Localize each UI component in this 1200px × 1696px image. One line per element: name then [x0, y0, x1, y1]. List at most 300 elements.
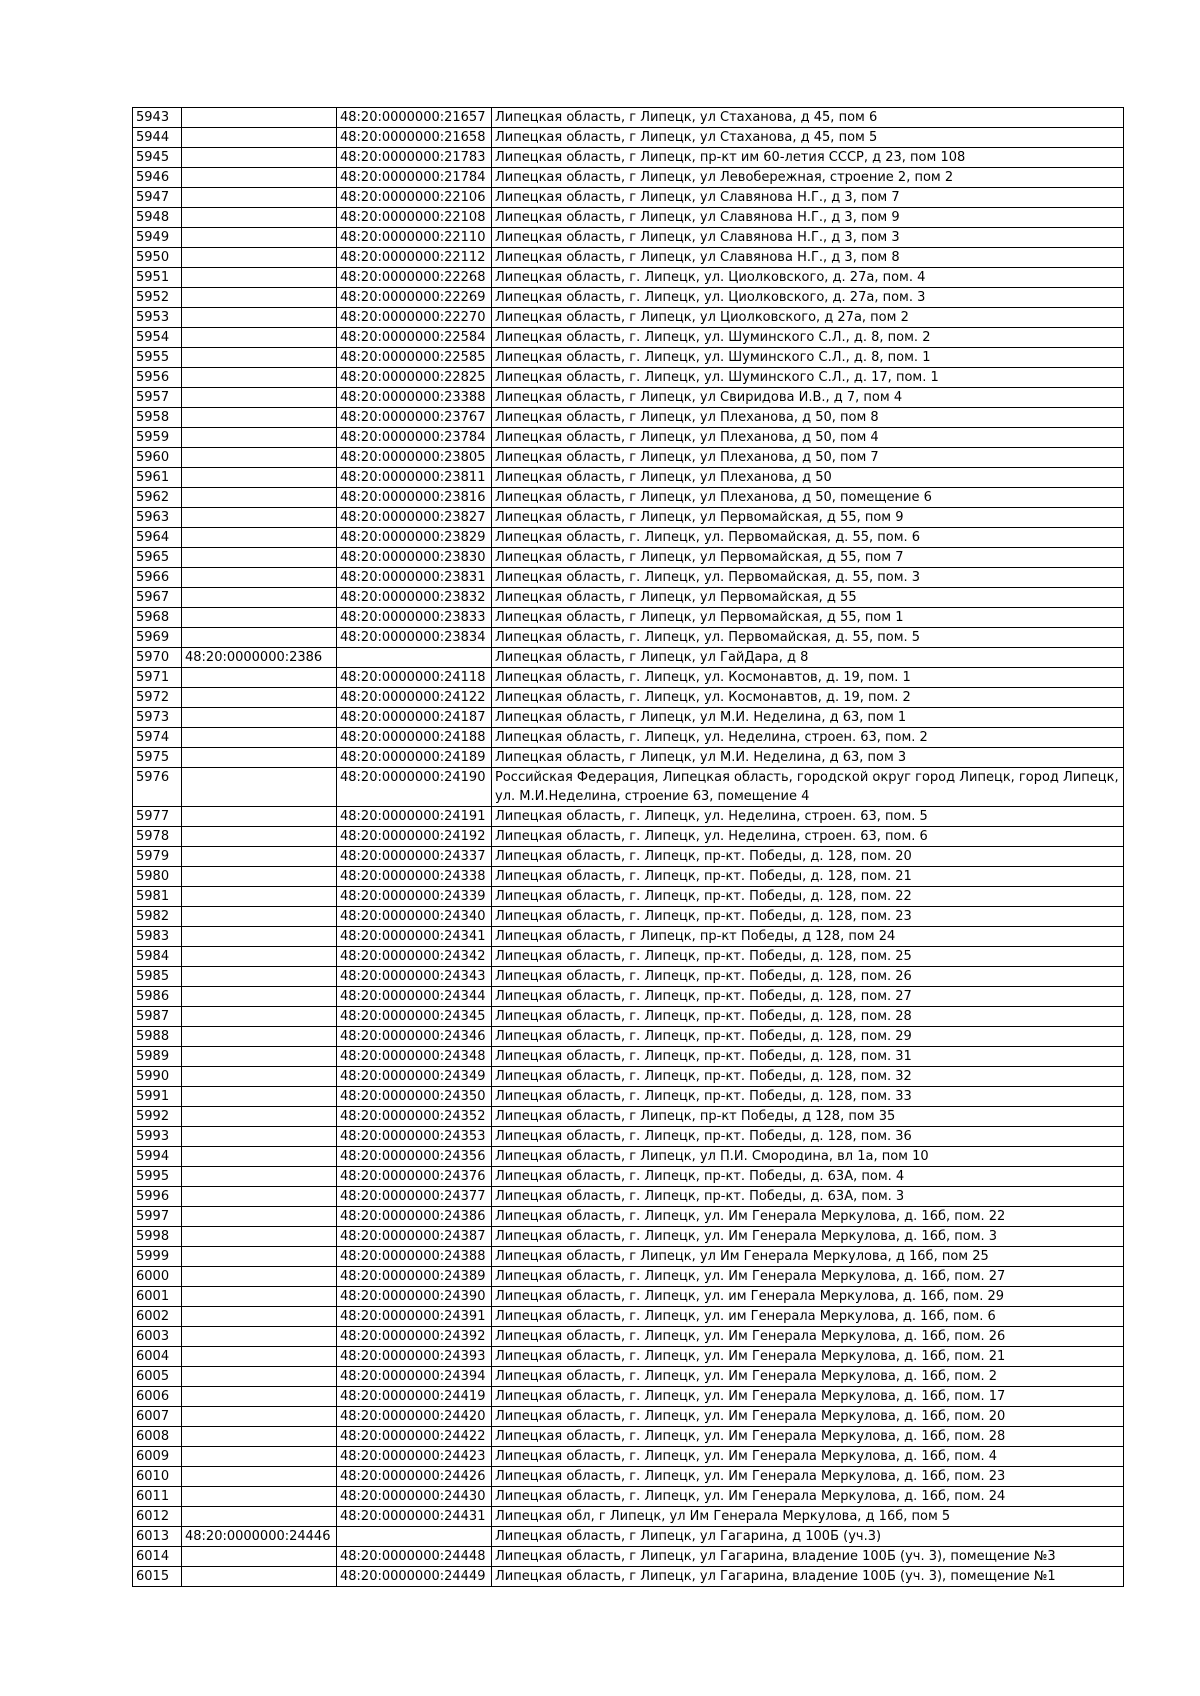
address-cell: Липецкая область, г Липецк, ул Плеханова, д 50, пом 8 — [492, 408, 1124, 428]
row-number-cell: 5973 — [133, 708, 182, 728]
row-number-cell: 5986 — [133, 987, 182, 1007]
address-cell: Липецкая область, г. Липецк, ул. Им Генерала Меркулова, д. 16б, пом. 26 — [492, 1327, 1124, 1347]
table-row — [133, 927, 1124, 947]
land-cadastral-number-cell — [182, 1127, 337, 1147]
land-cadastral-number-cell — [182, 1007, 337, 1027]
object-cadastral-number-cell: 48:20:0000000:24426 — [337, 1467, 492, 1487]
address-cell: Липецкая область, г Липецк, ул Плеханова, д 50, пом 7 — [492, 448, 1124, 468]
object-cadastral-number-cell: 48:20:0000000:22584 — [337, 328, 492, 348]
land-cadastral-number-cell — [182, 608, 337, 628]
address-cell: Липецкая область, г Липецк, ул Гагарина, владение 100Б (уч. 3), помещение №1 — [492, 1567, 1124, 1587]
land-cadastral-number-cell — [182, 1187, 337, 1207]
land-cadastral-number-cell — [182, 947, 337, 967]
table-row — [133, 1387, 1124, 1407]
table-row — [133, 1407, 1124, 1427]
table-row — [133, 188, 1124, 208]
object-cadastral-number-cell: 48:20:0000000:22112 — [337, 248, 492, 268]
address-cell: Липецкая область, г. Липецк, ул. Им Генерала Меркулова, д. 16б, пом. 28 — [492, 1427, 1124, 1447]
address-cell: Липецкая область, г. Липецк, пр-кт. Победы, д. 128, пом. 26 — [492, 967, 1124, 987]
row-number-cell: 5992 — [133, 1107, 182, 1127]
row-number-cell: 6012 — [133, 1507, 182, 1527]
table-row — [133, 528, 1124, 548]
row-number-cell: 5962 — [133, 488, 182, 508]
object-cadastral-number-cell: 48:20:0000000:24340 — [337, 907, 492, 927]
object-cadastral-number-cell: 48:20:0000000:23830 — [337, 548, 492, 568]
object-cadastral-number-cell: 48:20:0000000:23833 — [337, 608, 492, 628]
table-row — [133, 867, 1124, 887]
land-cadastral-number-cell — [182, 168, 337, 188]
address-cell: Липецкая область, г. Липецк, пр-кт. Победы, д. 128, пом. 33 — [492, 1087, 1124, 1107]
table-row — [133, 1527, 1124, 1547]
address-cell: Липецкая область, г. Липецк, пр-кт. Победы, д. 128, пом. 32 — [492, 1067, 1124, 1087]
row-number-cell: 6008 — [133, 1427, 182, 1447]
land-cadastral-number-cell — [182, 1207, 337, 1227]
land-cadastral-number-cell — [182, 1567, 337, 1587]
table-row — [133, 328, 1124, 348]
table-row — [133, 368, 1124, 388]
land-cadastral-number-cell — [182, 468, 337, 488]
property-registry-table — [132, 107, 1124, 1587]
row-number-cell: 6013 — [133, 1527, 182, 1547]
object-cadastral-number-cell: 48:20:0000000:24392 — [337, 1327, 492, 1347]
object-cadastral-number-cell: 48:20:0000000:22585 — [337, 348, 492, 368]
object-cadastral-number-cell: 48:20:0000000:24431 — [337, 1507, 492, 1527]
land-cadastral-number-cell — [182, 1167, 337, 1187]
land-cadastral-number-cell — [182, 108, 337, 128]
object-cadastral-number-cell: 48:20:0000000:24348 — [337, 1047, 492, 1067]
object-cadastral-number-cell: 48:20:0000000:21783 — [337, 148, 492, 168]
table-row — [133, 847, 1124, 867]
land-cadastral-number-cell — [182, 1467, 337, 1487]
table-row — [133, 628, 1124, 648]
land-cadastral-number-cell — [182, 388, 337, 408]
object-cadastral-number-cell: 48:20:0000000:24387 — [337, 1227, 492, 1247]
table-row — [133, 208, 1124, 228]
object-cadastral-number-cell: 48:20:0000000:24350 — [337, 1087, 492, 1107]
row-number-cell: 6001 — [133, 1287, 182, 1307]
table-row — [133, 987, 1124, 1007]
object-cadastral-number-cell: 48:20:0000000:24388 — [337, 1247, 492, 1267]
land-cadastral-number-cell — [182, 1107, 337, 1127]
land-cadastral-number-cell — [182, 528, 337, 548]
address-cell: Липецкая область, г Липецк, ул Первомайская, д 55 — [492, 588, 1124, 608]
table-row — [133, 728, 1124, 748]
object-cadastral-number-cell: 48:20:0000000:24423 — [337, 1447, 492, 1467]
row-number-cell: 5989 — [133, 1047, 182, 1067]
object-cadastral-number-cell — [337, 1527, 492, 1547]
object-cadastral-number-cell: 48:20:0000000:21658 — [337, 128, 492, 148]
land-cadastral-number-cell — [182, 188, 337, 208]
table-row — [133, 748, 1124, 768]
object-cadastral-number-cell: 48:20:0000000:24349 — [337, 1067, 492, 1087]
row-number-cell: 5977 — [133, 807, 182, 827]
land-cadastral-number-cell — [182, 768, 337, 807]
address-cell: Липецкая область, г. Липецк, ул. Им Генерала Меркулова, д. 16б, пом. 21 — [492, 1347, 1124, 1367]
land-cadastral-number-cell — [182, 1087, 337, 1107]
row-number-cell: 5988 — [133, 1027, 182, 1047]
address-cell: Липецкая область, г. Липецк, ул. Им Генерала Меркулова, д. 16б, пом. 27 — [492, 1267, 1124, 1287]
object-cadastral-number-cell: 48:20:0000000:24192 — [337, 827, 492, 847]
row-number-cell: 5970 — [133, 648, 182, 668]
table-row — [133, 1427, 1124, 1447]
table-row — [133, 1347, 1124, 1367]
table-row — [133, 1327, 1124, 1347]
object-cadastral-number-cell: 48:20:0000000:24191 — [337, 807, 492, 827]
land-cadastral-number-cell — [182, 1227, 337, 1247]
address-cell: Липецкая область, г Липецк, ул Свиридова И.В., д 7, пом 4 — [492, 388, 1124, 408]
object-cadastral-number-cell: 48:20:0000000:24345 — [337, 1007, 492, 1027]
row-number-cell: 5966 — [133, 568, 182, 588]
table-row — [133, 428, 1124, 448]
row-number-cell: 5994 — [133, 1147, 182, 1167]
table-row — [133, 128, 1124, 148]
object-cadastral-number-cell: 48:20:0000000:24187 — [337, 708, 492, 728]
table-row — [133, 1047, 1124, 1067]
object-cadastral-number-cell: 48:20:0000000:22270 — [337, 308, 492, 328]
land-cadastral-number-cell — [182, 1307, 337, 1327]
table-row — [133, 308, 1124, 328]
object-cadastral-number-cell: 48:20:0000000:24337 — [337, 847, 492, 867]
table-row — [133, 108, 1124, 128]
table-row — [133, 648, 1124, 668]
address-cell: Липецкая область, г Липецк, ул ГайДара, д 8 — [492, 648, 1124, 668]
object-cadastral-number-cell: 48:20:0000000:24122 — [337, 688, 492, 708]
land-cadastral-number-cell — [182, 807, 337, 827]
row-number-cell: 5971 — [133, 668, 182, 688]
row-number-cell: 5999 — [133, 1247, 182, 1267]
row-number-cell: 6009 — [133, 1447, 182, 1467]
row-number-cell: 5960 — [133, 448, 182, 468]
object-cadastral-number-cell: 48:20:0000000:24386 — [337, 1207, 492, 1227]
object-cadastral-number-cell: 48:20:0000000:23811 — [337, 468, 492, 488]
table-row — [133, 348, 1124, 368]
table-row — [133, 668, 1124, 688]
address-cell: Российская Федерация, Липецкая область, городской округ город Липецк, город Липецк, ул. М.И.Неделина, строение 63, помещение 4 — [492, 768, 1124, 807]
row-number-cell: 5991 — [133, 1087, 182, 1107]
row-number-cell: 5949 — [133, 228, 182, 248]
address-cell: Липецкая область, г. Липецк, ул. Шуминского С.Л., д. 17, пом. 1 — [492, 368, 1124, 388]
land-cadastral-number-cell — [182, 488, 337, 508]
row-number-cell: 5948 — [133, 208, 182, 228]
object-cadastral-number-cell: 48:20:0000000:24346 — [337, 1027, 492, 1047]
object-cadastral-number-cell: 48:20:0000000:24376 — [337, 1167, 492, 1187]
row-number-cell: 5956 — [133, 368, 182, 388]
row-number-cell: 5946 — [133, 168, 182, 188]
row-number-cell: 5996 — [133, 1187, 182, 1207]
object-cadastral-number-cell: 48:20:0000000:24448 — [337, 1547, 492, 1567]
object-cadastral-number-cell: 48:20:0000000:24189 — [337, 748, 492, 768]
address-cell: Липецкая область, г. Липецк, пр-кт. Победы, д. 128, пом. 27 — [492, 987, 1124, 1007]
table-row — [133, 468, 1124, 488]
row-number-cell: 5951 — [133, 268, 182, 288]
land-cadastral-number-cell — [182, 128, 337, 148]
address-cell: Липецкая область, г. Липецк, ул. Им Генерала Меркулова, д. 16б, пом. 17 — [492, 1387, 1124, 1407]
object-cadastral-number-cell: 48:20:0000000:22110 — [337, 228, 492, 248]
land-cadastral-number-cell — [182, 1367, 337, 1387]
object-cadastral-number-cell: 48:20:0000000:24341 — [337, 927, 492, 947]
row-number-cell: 5967 — [133, 588, 182, 608]
land-cadastral-number-cell — [182, 308, 337, 328]
address-cell: Липецкая область, г. Липецк, пр-кт. Победы, д. 128, пом. 25 — [492, 947, 1124, 967]
row-number-cell: 5982 — [133, 907, 182, 927]
row-number-cell: 5990 — [133, 1067, 182, 1087]
address-cell: Липецкая область, г. Липецк, пр-кт. Победы, д. 128, пом. 36 — [492, 1127, 1124, 1147]
row-number-cell: 5987 — [133, 1007, 182, 1027]
object-cadastral-number-cell — [337, 648, 492, 668]
address-cell: Липецкая область, г. Липецк, пр-кт. Победы, д. 63А, пом. 3 — [492, 1187, 1124, 1207]
address-cell: Липецкая область, г. Липецк, ул. Им Генерала Меркулова, д. 16б, пом. 20 — [492, 1407, 1124, 1427]
object-cadastral-number-cell: 48:20:0000000:24352 — [337, 1107, 492, 1127]
table-row — [133, 168, 1124, 188]
row-number-cell: 5954 — [133, 328, 182, 348]
row-number-cell: 5945 — [133, 148, 182, 168]
land-cadastral-number-cell — [182, 1047, 337, 1067]
land-cadastral-number-cell: 48:20:0000000:2386 — [182, 648, 337, 668]
row-number-cell: 6007 — [133, 1407, 182, 1427]
land-cadastral-number-cell — [182, 1507, 337, 1527]
address-cell: Липецкая область, г. Липецк, ул. Неделина, строен. 63, пом. 2 — [492, 728, 1124, 748]
row-number-cell: 5995 — [133, 1167, 182, 1187]
object-cadastral-number-cell: 48:20:0000000:24377 — [337, 1187, 492, 1207]
row-number-cell: 6011 — [133, 1487, 182, 1507]
table-row — [133, 1087, 1124, 1107]
table-row — [133, 268, 1124, 288]
table-row — [133, 708, 1124, 728]
address-cell: Липецкая область, г. Липецк, пр-кт. Победы, д. 128, пом. 29 — [492, 1027, 1124, 1047]
address-cell: Липецкая область, г Липецк, ул Первомайская, д 55, пом 7 — [492, 548, 1124, 568]
object-cadastral-number-cell: 48:20:0000000:24419 — [337, 1387, 492, 1407]
land-cadastral-number-cell — [182, 248, 337, 268]
table-row — [133, 1367, 1124, 1387]
table-row — [133, 947, 1124, 967]
land-cadastral-number-cell — [182, 927, 337, 947]
land-cadastral-number-cell — [182, 748, 337, 768]
table-row — [133, 1127, 1124, 1147]
address-cell: Липецкая область, г. Липецк, ул. Им Генерала Меркулова, д. 16б, пом. 23 — [492, 1467, 1124, 1487]
table-row — [133, 807, 1124, 827]
table-row — [133, 508, 1124, 528]
object-cadastral-number-cell: 48:20:0000000:23388 — [337, 388, 492, 408]
object-cadastral-number-cell: 48:20:0000000:24343 — [337, 967, 492, 987]
object-cadastral-number-cell: 48:20:0000000:23816 — [337, 488, 492, 508]
land-cadastral-number-cell — [182, 867, 337, 887]
land-cadastral-number-cell — [182, 288, 337, 308]
table-row — [133, 1507, 1124, 1527]
row-number-cell: 5976 — [133, 768, 182, 807]
object-cadastral-number-cell: 48:20:0000000:21784 — [337, 168, 492, 188]
land-cadastral-number-cell — [182, 1427, 337, 1447]
address-cell: Липецкая область, г Липецк, ул П.И. Смородина, вл 1а, пом 10 — [492, 1147, 1124, 1167]
address-cell: Липецкая область, г. Липецк, пр-кт. Победы, д. 63А, пом. 4 — [492, 1167, 1124, 1187]
row-number-cell: 5953 — [133, 308, 182, 328]
land-cadastral-number-cell — [182, 348, 337, 368]
land-cadastral-number-cell — [182, 448, 337, 468]
row-number-cell: 5943 — [133, 108, 182, 128]
object-cadastral-number-cell: 48:20:0000000:24188 — [337, 728, 492, 748]
row-number-cell: 5985 — [133, 967, 182, 987]
address-cell: Липецкая область, г Липецк, ул Гагарина, д 100Б (уч.3) — [492, 1527, 1124, 1547]
address-cell: Липецкая область, г Липецк, ул М.И. Неделина, д 63, пом 3 — [492, 748, 1124, 768]
address-cell: Липецкая область, г. Липецк, ул. Им Генерала Меркулова, д. 16б, пом. 2 — [492, 1367, 1124, 1387]
table-row — [133, 1227, 1124, 1247]
land-cadastral-number-cell — [182, 428, 337, 448]
row-number-cell: 5963 — [133, 508, 182, 528]
land-cadastral-number-cell — [182, 208, 337, 228]
table-row — [133, 827, 1124, 847]
object-cadastral-number-cell: 48:20:0000000:23805 — [337, 448, 492, 468]
row-number-cell: 6004 — [133, 1347, 182, 1367]
object-cadastral-number-cell: 48:20:0000000:22106 — [337, 188, 492, 208]
land-cadastral-number-cell — [182, 847, 337, 867]
land-cadastral-number-cell — [182, 1067, 337, 1087]
address-cell: Липецкая область, г. Липецк, ул. Неделина, строен. 63, пом. 6 — [492, 827, 1124, 847]
object-cadastral-number-cell: 48:20:0000000:24190 — [337, 768, 492, 807]
address-cell: Липецкая область, г Липецк, ул Левобережная, строение 2, пом 2 — [492, 168, 1124, 188]
table-row — [133, 588, 1124, 608]
table-row — [133, 248, 1124, 268]
object-cadastral-number-cell: 48:20:0000000:24338 — [337, 867, 492, 887]
table-row — [133, 1027, 1124, 1047]
table-row — [133, 1487, 1124, 1507]
address-cell: Липецкая область, г Липецк, ул Стаханова, д 45, пом 6 — [492, 108, 1124, 128]
object-cadastral-number-cell: 48:20:0000000:23834 — [337, 628, 492, 648]
table-row — [133, 488, 1124, 508]
address-cell: Липецкая область, г. Липецк, ул. Первомайская, д. 55, пом. 6 — [492, 528, 1124, 548]
land-cadastral-number-cell — [182, 148, 337, 168]
address-cell: Липецкая область, г. Липецк, пр-кт. Победы, д. 128, пом. 20 — [492, 847, 1124, 867]
address-cell: Липецкая область, г. Липецк, ул. Циолковского, д. 27а, пом. 4 — [492, 268, 1124, 288]
row-number-cell: 6003 — [133, 1327, 182, 1347]
row-number-cell: 5974 — [133, 728, 182, 748]
row-number-cell: 5958 — [133, 408, 182, 428]
address-cell: Липецкая область, г Липецк, пр-кт Победы, д 128, пом 24 — [492, 927, 1124, 947]
object-cadastral-number-cell: 48:20:0000000:22825 — [337, 368, 492, 388]
row-number-cell: 6015 — [133, 1567, 182, 1587]
address-cell: Липецкая область, г. Липецк, ул. Первомайская, д. 55, пом. 5 — [492, 628, 1124, 648]
table-row — [133, 768, 1124, 807]
row-number-cell: 5969 — [133, 628, 182, 648]
address-cell: Липецкая область, г. Липецк, пр-кт. Победы, д. 128, пом. 31 — [492, 1047, 1124, 1067]
object-cadastral-number-cell: 48:20:0000000:24390 — [337, 1287, 492, 1307]
table-row — [133, 1207, 1124, 1227]
land-cadastral-number-cell — [182, 1267, 337, 1287]
object-cadastral-number-cell: 48:20:0000000:24342 — [337, 947, 492, 967]
row-number-cell: 6005 — [133, 1367, 182, 1387]
land-cadastral-number-cell — [182, 1487, 337, 1507]
address-cell: Липецкая область, г. Липецк, ул. Циолковского, д. 27а, пом. 3 — [492, 288, 1124, 308]
address-cell: Липецкая область, г. Липецк, ул. Им Генерала Меркулова, д. 16б, пом. 24 — [492, 1487, 1124, 1507]
object-cadastral-number-cell: 48:20:0000000:24339 — [337, 887, 492, 907]
object-cadastral-number-cell: 48:20:0000000:23831 — [337, 568, 492, 588]
land-cadastral-number-cell — [182, 1247, 337, 1267]
table-row — [133, 1567, 1124, 1587]
table-row — [133, 967, 1124, 987]
row-number-cell: 5944 — [133, 128, 182, 148]
land-cadastral-number-cell — [182, 1407, 337, 1427]
table-row — [133, 388, 1124, 408]
row-number-cell: 5957 — [133, 388, 182, 408]
address-cell: Липецкая область, г Липецк, ул М.И. Неделина, д 63, пом 1 — [492, 708, 1124, 728]
object-cadastral-number-cell: 48:20:0000000:24430 — [337, 1487, 492, 1507]
object-cadastral-number-cell: 48:20:0000000:24344 — [337, 987, 492, 1007]
table-row — [133, 1167, 1124, 1187]
row-number-cell: 5947 — [133, 188, 182, 208]
address-cell: Липецкая область, г Липецк, ул Плеханова, д 50 — [492, 468, 1124, 488]
address-cell: Липецкая область, г Липецк, ул Первомайская, д 55, пом 9 — [492, 508, 1124, 528]
row-number-cell: 6014 — [133, 1547, 182, 1567]
row-number-cell: 5981 — [133, 887, 182, 907]
land-cadastral-number-cell — [182, 688, 337, 708]
land-cadastral-number-cell — [182, 1387, 337, 1407]
land-cadastral-number-cell — [182, 827, 337, 847]
address-cell: Липецкая область, г. Липецк, пр-кт. Победы, д. 128, пом. 23 — [492, 907, 1124, 927]
land-cadastral-number-cell — [182, 907, 337, 927]
object-cadastral-number-cell: 48:20:0000000:22268 — [337, 268, 492, 288]
row-number-cell: 6002 — [133, 1307, 182, 1327]
object-cadastral-number-cell: 48:20:0000000:24422 — [337, 1427, 492, 1447]
table-row — [133, 1307, 1124, 1327]
address-cell: Липецкая область, г Липецк, ул Славянова Н.Г., д 3, пом 7 — [492, 188, 1124, 208]
table-row — [133, 448, 1124, 468]
object-cadastral-number-cell: 48:20:0000000:24394 — [337, 1367, 492, 1387]
address-cell: Липецкая область, г. Липецк, ул. Им Генерала Меркулова, д. 16б, пом. 22 — [492, 1207, 1124, 1227]
address-cell: Липецкая область, г Липецк, ул Циолковского, д 27а, пом 2 — [492, 308, 1124, 328]
table-row — [133, 568, 1124, 588]
table-row — [133, 1547, 1124, 1567]
address-cell: Липецкая область, г Липецк, ул Плеханова, д 50, помещение 6 — [492, 488, 1124, 508]
object-cadastral-number-cell: 48:20:0000000:23829 — [337, 528, 492, 548]
address-cell: Липецкая область, г. Липецк, ул. Первомайская, д. 55, пом. 3 — [492, 568, 1124, 588]
address-cell: Липецкая область, г Липецк, ул Стаханова, д 45, пом 5 — [492, 128, 1124, 148]
address-cell: Липецкая область, г Липецк, ул Славянова Н.Г., д 3, пом 9 — [492, 208, 1124, 228]
address-cell: Липецкая область, г. Липецк, ул. Космонавтов, д. 19, пом. 1 — [492, 668, 1124, 688]
document-page — [132, 107, 1123, 1587]
registry-table-body — [133, 108, 1124, 1587]
table-row — [133, 1147, 1124, 1167]
row-number-cell: 5965 — [133, 548, 182, 568]
land-cadastral-number-cell — [182, 508, 337, 528]
land-cadastral-number-cell — [182, 1447, 337, 1467]
row-number-cell: 5983 — [133, 927, 182, 947]
land-cadastral-number-cell: 48:20:0000000:24446 — [182, 1527, 337, 1547]
address-cell: Липецкая область, г. Липецк, ул. Им Генерала Меркулова, д. 16б, пом. 3 — [492, 1227, 1124, 1247]
row-number-cell: 5975 — [133, 748, 182, 768]
land-cadastral-number-cell — [182, 1547, 337, 1567]
table-row — [133, 1267, 1124, 1287]
object-cadastral-number-cell: 48:20:0000000:24449 — [337, 1567, 492, 1587]
address-cell: Липецкая обл, г Липецк, ул Им Генерала Меркулова, д 16б, пом 5 — [492, 1507, 1124, 1527]
table-row — [133, 1007, 1124, 1027]
row-number-cell: 5961 — [133, 468, 182, 488]
address-cell: Липецкая область, г. Липецк, пр-кт. Победы, д. 128, пом. 21 — [492, 867, 1124, 887]
table-row — [133, 1067, 1124, 1087]
address-cell: Липецкая область, г Липецк, пр-кт им 60-летия СССР, д 23, пом 108 — [492, 148, 1124, 168]
row-number-cell: 5984 — [133, 947, 182, 967]
address-cell: Липецкая область, г Липецк, ул Первомайская, д 55, пом 1 — [492, 608, 1124, 628]
table-row — [133, 288, 1124, 308]
object-cadastral-number-cell: 48:20:0000000:24391 — [337, 1307, 492, 1327]
address-cell: Липецкая область, г. Липецк, ул. Космонавтов, д. 19, пом. 2 — [492, 688, 1124, 708]
table-row — [133, 1107, 1124, 1127]
table-row — [133, 1447, 1124, 1467]
table-row — [133, 408, 1124, 428]
row-number-cell: 5955 — [133, 348, 182, 368]
table-row — [133, 228, 1124, 248]
land-cadastral-number-cell — [182, 1147, 337, 1167]
row-number-cell: 5968 — [133, 608, 182, 628]
object-cadastral-number-cell: 48:20:0000000:23784 — [337, 428, 492, 448]
table-row — [133, 548, 1124, 568]
